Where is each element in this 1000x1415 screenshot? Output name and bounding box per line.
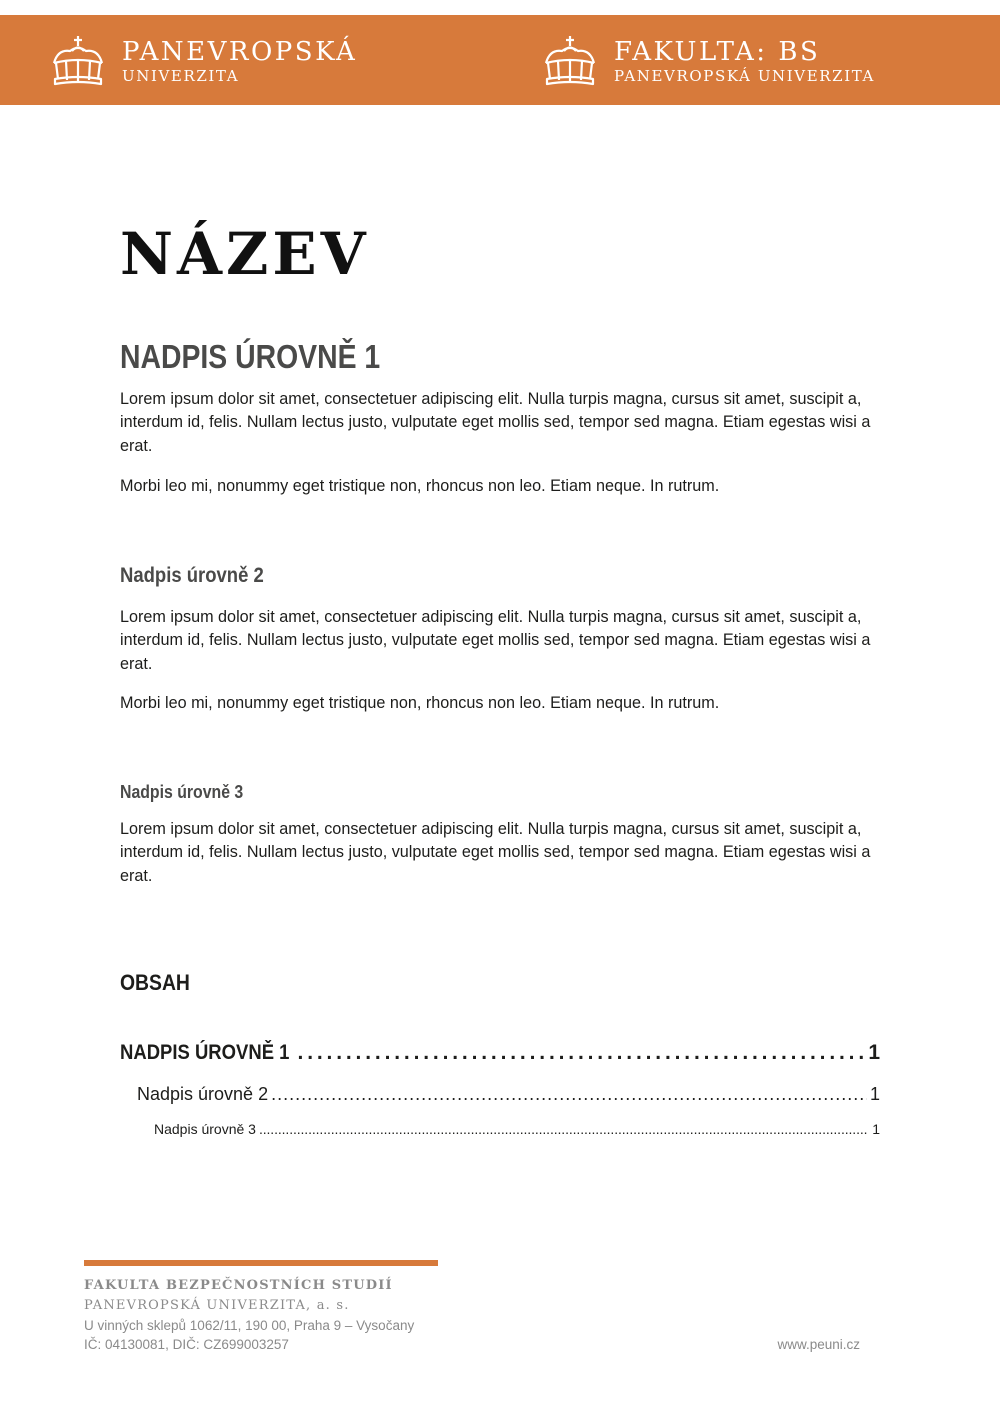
footer-accent-bar [84, 1260, 438, 1266]
crown-icon [542, 35, 598, 87]
paragraph: Lorem ipsum dolor sit amet, consectetuer adipiscing elit. Nulla turpis magna, cursus sit amet, suscipit a, interdum id, felis. Nullam lectus justo, vulputate eget mollis sed, tempor sed magna. Etiam egestas wisi a erat. [120, 390, 871, 455]
heading-level-1: NADPIS ÚROVNĚ 1 [120, 338, 381, 375]
paragraph: Lorem ipsum dolor sit amet, consectetuer adipiscing elit. Nulla turpis magna, cursus sit amet, suscipit a, interdum id, felis. Nullam lectus justo, vulputate eget mollis sed, tempor sed magna. Etiam egestas wisi a erat. [120, 820, 871, 885]
footer-website-link[interactable]: www.peuni.cz [777, 1337, 860, 1352]
footer-address: U vinných sklepů 1062/11, 190 00, Praha 9 – Vysočany [84, 1318, 415, 1333]
toc-entry-label: NADPIS ÚROVNĚ 1 [120, 1041, 290, 1064]
toc-entry-level-1[interactable] [120, 1041, 880, 1065]
toc-entry-label: Nadpis úrovně 2 [137, 1084, 269, 1104]
heading-level-3: Nadpis úrovně 3 [120, 782, 244, 802]
crown-icon [50, 35, 106, 87]
toc-heading: OBSAH [120, 970, 190, 995]
toc-entry-label: Nadpis úrovně 3 [154, 1121, 256, 1137]
toc-leader-dots [259, 1121, 869, 1137]
paragraph: Lorem ipsum dolor sit amet, consectetuer adipiscing elit. Nulla turpis magna, cursus sit amet, suscipit a, interdum id, felis. Nullam lectus justo, vulputate eget mollis sed, tempor sed magna. Etiam egestas wisi a erat. [120, 608, 871, 673]
header-banner [0, 15, 1000, 105]
toc-entry-page: 1 [869, 1084, 880, 1104]
heading-level-2: Nadpis úrovně 2 [120, 564, 264, 587]
faculty-name: FAKULTA: BS [614, 37, 821, 67]
footer-faculty: FAKULTA BEZPEČNOSTNÍCH STUDIÍ [84, 1278, 393, 1293]
toc-entry-page: 1 [872, 1121, 880, 1137]
document-title: NÁZEV [120, 220, 370, 288]
footer-company-ids: IČ: 04130081, DIČ: CZ699003257 [84, 1337, 289, 1352]
paragraph: Morbi leo mi, nonummy eget tristique non, rhoncus non leo. Etiam neque. In rutrum. [120, 477, 720, 495]
toc-leader-dots [271, 1084, 867, 1105]
footer-university: PANEVROPSKÁ UNIVERZITA, a. s. [84, 1298, 350, 1313]
toc-entry-level-3[interactable] [154, 1121, 880, 1137]
toc-entry-page: 1 [868, 1041, 880, 1064]
toc-entry-level-2[interactable] [137, 1084, 880, 1105]
logo-subtitle: UNIVERZITA [122, 67, 240, 85]
logo-name: PANEVROPSKÁ [122, 37, 358, 67]
paragraph: Morbi leo mi, nonummy eget tristique non, rhoncus non leo. Etiam neque. In rutrum. [120, 694, 720, 712]
toc-leader-dots [298, 1041, 866, 1065]
faculty-subtitle: PANEVROPSKÁ UNIVERZITA [614, 67, 875, 85]
